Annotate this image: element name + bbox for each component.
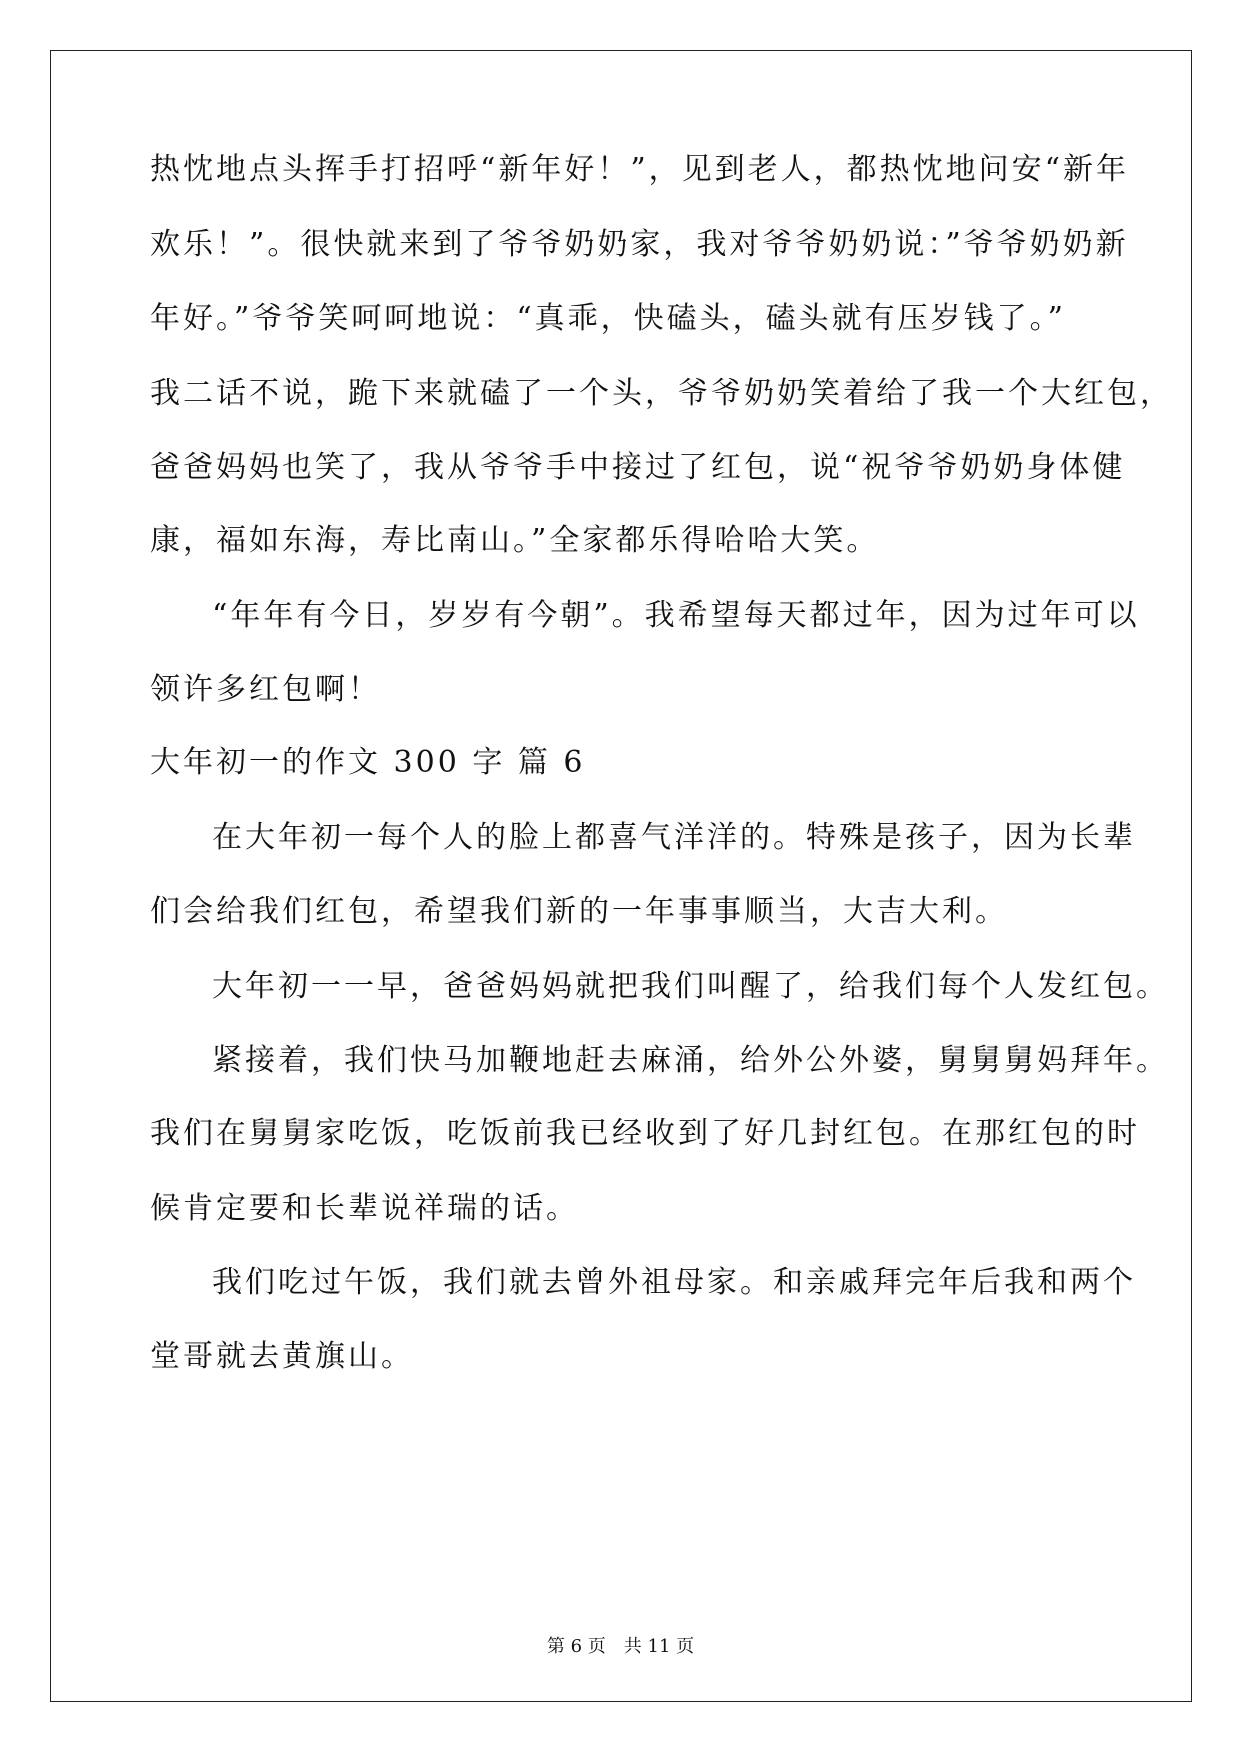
paragraph-first-line: 紧接着，我们快马加鞭地赶去麻涌，给外公外婆，舅舅舅妈拜年。 bbox=[212, 1043, 1169, 1078]
text-line: 欢乐！”。很快就来到了爷爷奶奶家，我对爷爷奶奶说：”爷爷奶奶新 bbox=[150, 227, 1129, 262]
text-line: 康，福如东海，寿比南山。”全家都乐得哈哈大笑。 bbox=[150, 523, 880, 558]
text-line: 我二话不说，跪下来就磕了一个头，爷爷奶奶笑着给了我一个大红包， bbox=[150, 376, 1173, 411]
text-line: 堂哥就去黄旗山。 bbox=[150, 1339, 414, 1374]
text-line: 领许多红包啊！ bbox=[150, 672, 381, 707]
text-line: 热忱地点头挥手打招呼“新年好！”，见到老人，都热忱地问安“新年 bbox=[150, 152, 1130, 187]
paragraph-first-line: 我们吃过午饭，我们就去曾外祖母家。和亲戚拜完年后我和两个 bbox=[212, 1265, 1136, 1300]
text-line: 年好。”爷爷笑呵呵地说：“真乖，快磕头，磕头就有压岁钱了。” bbox=[150, 301, 1067, 336]
text-line: 爸爸妈妈也笑了，我从爷爷手中接过了红包，说“祝爷爷奶奶身体健 bbox=[150, 450, 1126, 485]
text-line: 候肯定要和长辈说祥瑞的话。 bbox=[150, 1191, 579, 1226]
paragraph-first-line: 大年初一一早，爸爸妈妈就把我们叫醒了，给我们每个人发红包。 bbox=[212, 969, 1169, 1004]
page-border bbox=[50, 50, 1192, 1702]
page-number: 第 6 页 共 11 页 bbox=[546, 1636, 695, 1657]
text-line: 我们在舅舅家吃饭，吃饭前我已经收到了好几封红包。在那红包的时 bbox=[150, 1116, 1140, 1151]
section-heading: 大年初一的作文 300 字 篇 6 bbox=[150, 745, 586, 780]
text-line: 们会给我们红包，希望我们新的一年事事顺当，大吉大利。 bbox=[150, 894, 1008, 929]
paragraph-first-line: “年年有今日，岁岁有今朝”。我希望每天都过年，因为过年可以 bbox=[212, 598, 1140, 633]
paragraph-first-line: 在大年初一每个人的脸上都喜气洋洋的。特殊是孩子，因为长辈 bbox=[212, 820, 1136, 855]
